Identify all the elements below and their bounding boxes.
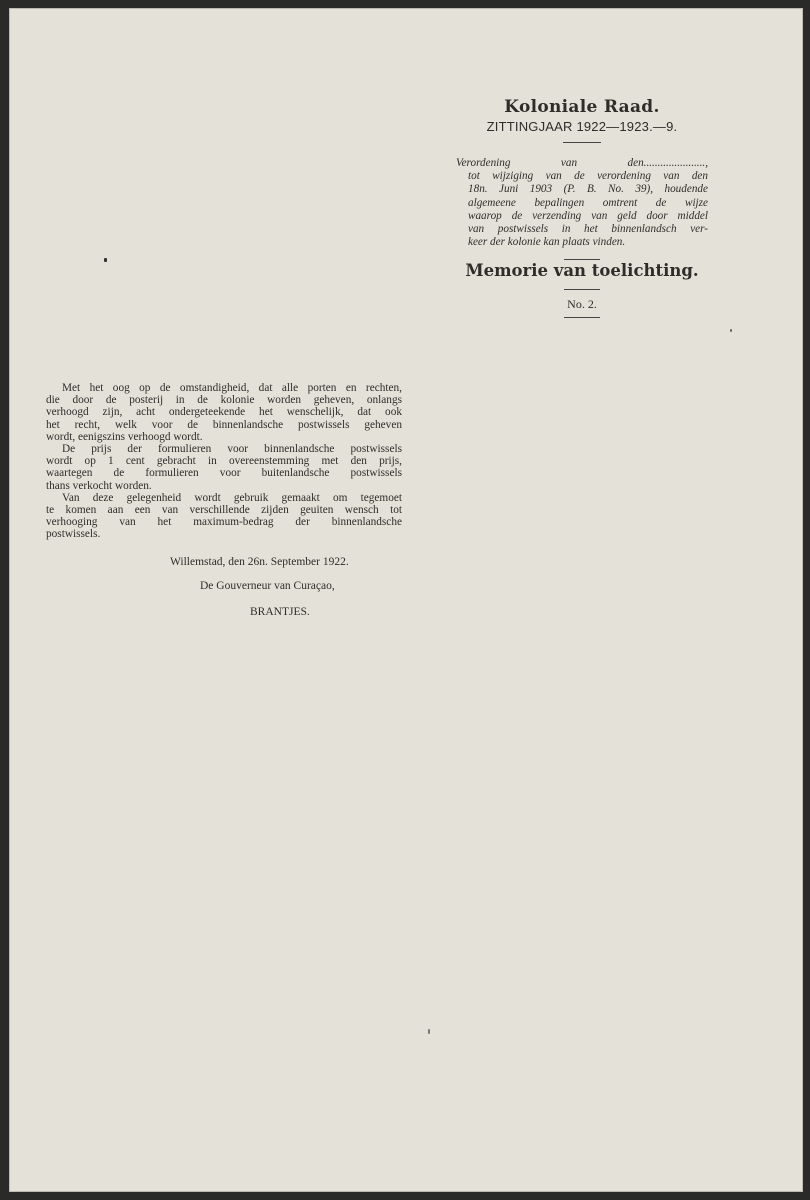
paper-mark (104, 258, 107, 262)
body-text (46, 382, 402, 541)
body-line: het recht, welk voor de binnenlandsche postwissels geheven (46, 418, 402, 431)
document-title: Koloniale Raad. (504, 97, 660, 117)
body-line: verhooging van het maximum-bedrag der binnenlandsche (46, 516, 402, 529)
document-number: No. 2. (567, 297, 597, 311)
summary-line: van postwissels in het binnenlandsch ver- (468, 223, 708, 236)
summary-line: tot wijziging van de verordening van den (468, 170, 708, 183)
divider (564, 259, 600, 260)
body-line: wordt op 1 cent gebracht in overeenstemming met den prijs, (46, 455, 402, 468)
divider (564, 317, 600, 318)
body-line: thans verkocht worden. (46, 479, 152, 492)
body-line: waartegen de formulieren voor buitenlandsche postwissels (46, 467, 402, 480)
summary-line: Verordening van den......................, (456, 157, 708, 169)
summary-line: 18n. Juni 1903 (P. B. No. 39), houdende (468, 183, 708, 196)
session-year: ZITTINGJAAR 1922—1923.—9. (486, 119, 678, 134)
summary-line: keer der kolonie kan plaats vinden. (468, 236, 626, 249)
paper-mark (730, 329, 732, 332)
body-line: De prijs der formulieren voor binnenlandsche postwissels (62, 443, 402, 456)
body-line: verhoogd zijn, acht ondergeteekende het wenschelijk, dat ook (46, 406, 402, 419)
memorie-title: Memorie van toelichting. (465, 261, 699, 280)
body-line: te komen aan een van verschillende zijden geuiten wensch tot (46, 504, 402, 517)
header-block (454, 97, 710, 143)
body-line: Met het oog op de omstandigheid, dat alle porten en rechten, (62, 382, 402, 394)
summary-line: waarop de verzending van geld door middel (468, 209, 708, 222)
summary-line: algemeene bepalingen omtrent de wijze (468, 196, 708, 209)
document-page (9, 8, 803, 1192)
place-date: Willemstad, den 26n. September 1922. (170, 556, 349, 568)
signatory-name: BRANTJES. (250, 606, 310, 618)
signatory-role: De Gouverneur van Curaçao, (200, 580, 335, 592)
body-line: wordt, eenigszins verhoogd wordt. (46, 430, 203, 443)
body-line: Van deze gelegenheid wordt gebruik gemaakt om tegemoet (62, 491, 402, 504)
divider (563, 142, 601, 143)
paper-mark (428, 1029, 430, 1034)
body-line: postwissels. (46, 528, 101, 541)
ordinance-summary (456, 157, 708, 249)
body-line: die door de posterij in de kolonie worden geheven, onlangs (46, 394, 402, 407)
divider (564, 289, 600, 290)
